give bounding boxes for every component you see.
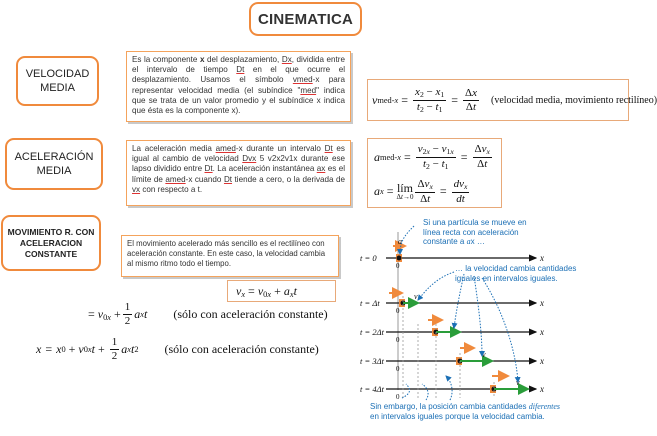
diagram-note-top: Si una partícula se mueve en línea recta con aceleración constante a ax … xyxy=(423,218,527,246)
desc-velocidad-media: Es la componente x del desplazamiento, Dx, dividida entre el intervalo de tiempo Dt en el que ocurre el desplazamiento. Usamos el símbolo vmed-x para representar velocidad media (el subíndice "med" indica que se trata de un valor promedio y el subíndice x indica que ésta es la componente x). xyxy=(126,51,351,122)
svg-text:a: a xyxy=(398,237,402,246)
origin-2: 0 xyxy=(396,336,400,344)
formula-aceleracion: a med-x = $\frac{v_{2x} - v_{1x}}{t_2 - t_1}$ = $\frac{\Delta v_x}{\Delta t}$ a x = lím Δt→0 $\frac{\Delta v_x}{\Delta t}$ = $\frac{dv_x}{dt}$ xyxy=(367,138,502,208)
row-4 xyxy=(386,376,536,393)
time-label-4: t = 4Δt xyxy=(360,384,384,394)
formula-velocidad-media: v med-x = $\frac{x_2 - x_1}{t_2 - t_1}$ = $\frac{\Delta x}{\Delta t}$ (velocidad media, movimiento rectilíneo) xyxy=(367,79,629,121)
label-movimiento-rectilineo xyxy=(1,215,101,271)
time-label-3: t = 3Δt xyxy=(360,356,384,366)
svg-text:v: v xyxy=(414,292,418,301)
desc-movimiento-text: El movimiento acelerado más sencillo es el rectilíneo con aceleración constante. En este caso, la velocidad cambia al mismo ritmo todo el tiempo. xyxy=(127,239,326,268)
time-label-1: t = Δt xyxy=(360,298,380,308)
page-title: CINEMATICA xyxy=(249,2,362,36)
svg-text:v: v xyxy=(516,378,520,387)
label-movimiento-text: MOVIMIENTO R. CON ACELERACION CONSTANTE xyxy=(7,226,95,259)
formula-position-eq: x = x 0 + v 0x t + $\frac{1}{2}$ a x t 2 (sólo con aceleración constante) xyxy=(36,336,319,362)
formula2-note: (sólo con aceleración constante) xyxy=(164,342,319,356)
label-velocidad-media xyxy=(16,56,99,106)
axis-x-0: x xyxy=(540,253,544,263)
desc-movimiento xyxy=(121,235,339,277)
row-2 xyxy=(386,320,536,336)
origin-3: 0 xyxy=(396,365,400,373)
axis-x-2: x xyxy=(540,327,544,337)
formula-velocidad-note: (velocidad media, movimiento rectilíneo) xyxy=(490,94,657,106)
label-velocidad-media-text: VELOCIDAD MEDIA xyxy=(25,68,90,94)
origin-1: 0 xyxy=(396,307,400,315)
svg-text:v: v xyxy=(482,350,486,359)
time-label-2: t = 2Δt xyxy=(360,327,384,337)
desc-aceleracion-media: La aceleración media amed-x durante un intervalo Dt es igual al cambio de velocidad Dvx 5 v2x2v1x durante ese lapso dividido entre Dt. La aceleración instantánea ax es el límite de amed-x cuando Dt tiende a cero, o la derivada de vx con respecto a t. xyxy=(126,140,351,206)
position-guides xyxy=(403,296,494,398)
row-1 xyxy=(386,292,536,307)
diagram-note-mid: … la velocidad cambia cantidades iguales en intervalos iguales. xyxy=(455,264,577,283)
origin-0: 0 xyxy=(396,262,400,270)
axis-x-4: x xyxy=(540,384,544,394)
label-aceleracion-media xyxy=(5,138,103,190)
axis-x-3: x xyxy=(540,356,544,366)
origin-4: 0 xyxy=(396,393,400,401)
diagram-note-bottom: Sin embargo, la posición cambia cantidades diferentes en intervalos iguales porque la velocidad cambia. xyxy=(370,402,561,421)
axis-x-1: x xyxy=(540,298,544,308)
formula-velocity-eq: = $v_{0x}$ + $\frac{1}{2}$ a x t (sólo con aceleración constante) xyxy=(88,301,328,327)
label-aceleracion-media-text: ACELERACIÓN MEDIA xyxy=(14,151,94,177)
svg-text:v: v xyxy=(452,321,456,330)
row-3 xyxy=(386,348,536,365)
formula1-note: (sólo con aceleración constante) xyxy=(173,307,328,321)
formula-vx: $v_x = v_{0x} + a_xt$ xyxy=(227,280,336,302)
time-label-0: t = 0 xyxy=(360,253,377,263)
